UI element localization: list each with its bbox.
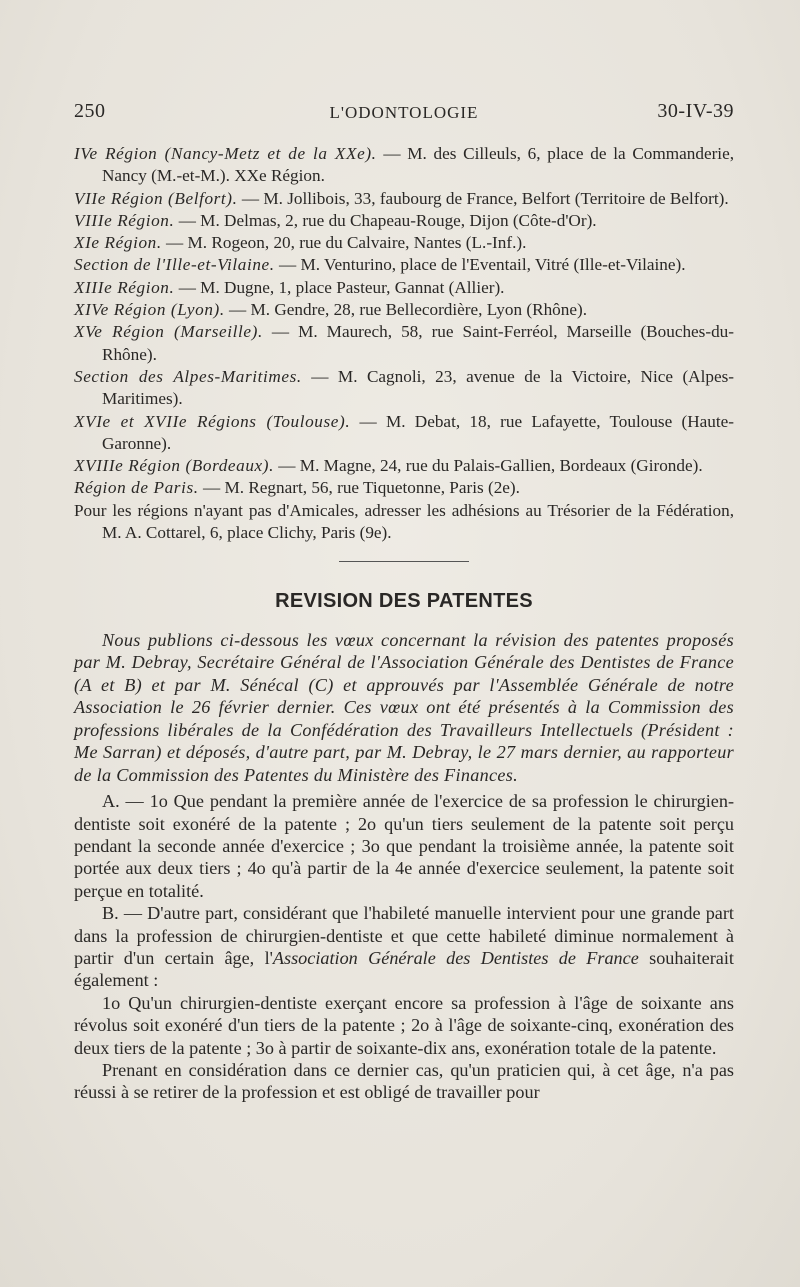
region-entry [74, 143, 734, 188]
region-entry [74, 277, 734, 299]
region-contact: — M. des Cilleuls, 6, place de la Commanderie, Nancy (M.-et-M.). XXe Région. [102, 144, 734, 186]
page-number: 250 [74, 100, 106, 122]
region-name: XVe Région (Marseille). [74, 322, 263, 342]
region-name: VIIIe Région. [74, 210, 175, 230]
region-name: Section des Alpes-Maritimes. [74, 366, 302, 386]
article-heading: REVISION DES PATENTES [275, 590, 533, 613]
paragraph-b-end: souhaiterait également : [74, 947, 734, 991]
region-contact: — M. Cagnoli, 23, avenue de la Victoire, Nice (Alpes-Maritimes). [102, 366, 734, 409]
region-entry [74, 254, 734, 276]
closing-note: Pour les régions n'ayant pas d'Amicales, adresser les adhésions au Trésorier de la Fédération, M. A. Cottarel, 6, place Clichy, Paris (9e). [74, 500, 734, 543]
paragraph-b-items: 1o Qu'un chirurgien-dentiste exerçant encore sa profession à l'âge de soixante ans révolus soit exonéré d'un tiers de la patente ; 2o à l'âge de soixante-cinq, exonération des deux tiers de la patente ; 3o à partir de soixante-dix ans, exonération totale de la patente. [74, 992, 734, 1058]
region-name: XIIIe Région. [74, 277, 175, 297]
region-entry [74, 299, 734, 321]
issue-date: 30-IV-39 [657, 100, 734, 122]
region-name: XVIIIe Région (Bordeaux). [74, 456, 274, 476]
region-contact: — M. Dugne, 1, place Pasteur, Gannat (Allier). [174, 277, 505, 297]
region-contact: — M. Jollibois, 33, faubourg de France, Belfort (Territoire de Belfort). [237, 188, 729, 208]
region-entry [74, 477, 734, 499]
region-name: Région de Paris. [74, 478, 199, 498]
region-contact: — M. Gendre, 28, rue Bellecordière, Lyon (Rhône). [224, 300, 587, 320]
region-entry [74, 411, 734, 456]
section-divider [339, 561, 469, 562]
running-header [74, 100, 734, 130]
journal-title: L'ODONTOLOGIE [329, 103, 479, 122]
region-entry [74, 210, 734, 232]
page-content [74, 143, 734, 1104]
region-entry [74, 366, 734, 411]
region-contact: — M. Delmas, 2, rue du Chapeau-Rouge, Dijon (Côte-d'Or). [174, 210, 597, 230]
paragraph-a: A. — 1o Que pendant la première année de l'exercice de sa profession le chirurgien-dentiste soit exonéré de la patente ; 2o qu'un tiers seulement de la patente soit perçu pendant la seconde année d'exercice ; 3o que pendant la troisième année, la patente soit portée aux deux tiers ; 4o qu'à partir de la 4e année d'exercice seulement, la patente soit perçue en totalité. [74, 791, 734, 901]
region-name: XIe Région. [74, 233, 162, 253]
paragraph-final: Prenant en considération dans ce dernier cas, qu'un praticien qui, à cet âge, n'a pas réussi à se retirer de la profession et est obligé de travailler pour [74, 1060, 734, 1103]
region-entry [74, 455, 734, 477]
region-contact: — M. Debat, 18, rue Lafayette, Toulouse (Haute-Garonne). [102, 411, 734, 453]
region-name: Section de l'Ille-et-Vilaine. [74, 255, 275, 275]
region-contact: — M. Regnart, 56, rue Tiquetonne, Paris (2e). [198, 478, 520, 498]
paragraph-b-association: Association Générale des Dentistes de France [272, 947, 639, 968]
region-entry [74, 232, 734, 254]
paragraph-b [74, 902, 734, 992]
region-entry [74, 321, 734, 366]
region-name: XVIe et XVIIe Régions (Toulouse). [74, 411, 351, 431]
region-name: IVe Région (Nancy-Metz et de la XXe). [74, 144, 377, 163]
region-name: XIVe Région (Lyon). [74, 300, 225, 320]
paragraph-b-start: B. — D'autre part, considérant que l'habileté manuelle intervient pour une grande part dans la profession de chirurgien-dentiste et que cette habileté diminue normalement à partir d'un certain âge, l' [74, 903, 734, 968]
region-list [74, 143, 734, 544]
region-name: VIIe Région (Belfort). [74, 188, 238, 208]
region-contact: — M. Maurech, 58, rue Saint-Ferréol, Marseille (Bouches-du-Rhône). [102, 322, 734, 364]
region-contact: — M. Rogeon, 20, rue du Calvaire, Nantes (L.-Inf.). [161, 233, 527, 253]
region-contact: — M. Magne, 24, rue du Palais-Gallien, Bordeaux (Gironde). [274, 456, 703, 476]
region-contact: — M. Venturino, place de l'Eventail, Vitré (Ille-et-Vilaine). [274, 255, 686, 275]
region-entry [74, 188, 734, 210]
article-intro: Nous publions ci-dessous les vœux concernant la révision des patentes proposés par M. Debray, Secrétaire Général de l'Association Générale des Dentistes de France (A et B) et par M. Sénécal (C) et approuvés par l'Assemblée Générale de notre Association le 26 février dernier. Ces vœux ont été présentés à la Commission des professions libérales de la Confédération des Travailleurs Intellectuels (Président : Me Sarran) et déposés, d'autre part, par M. Debray, le 27 mars dernier, au rapporteur de la Commission des Patentes du Ministère des Finances. [74, 629, 734, 785]
